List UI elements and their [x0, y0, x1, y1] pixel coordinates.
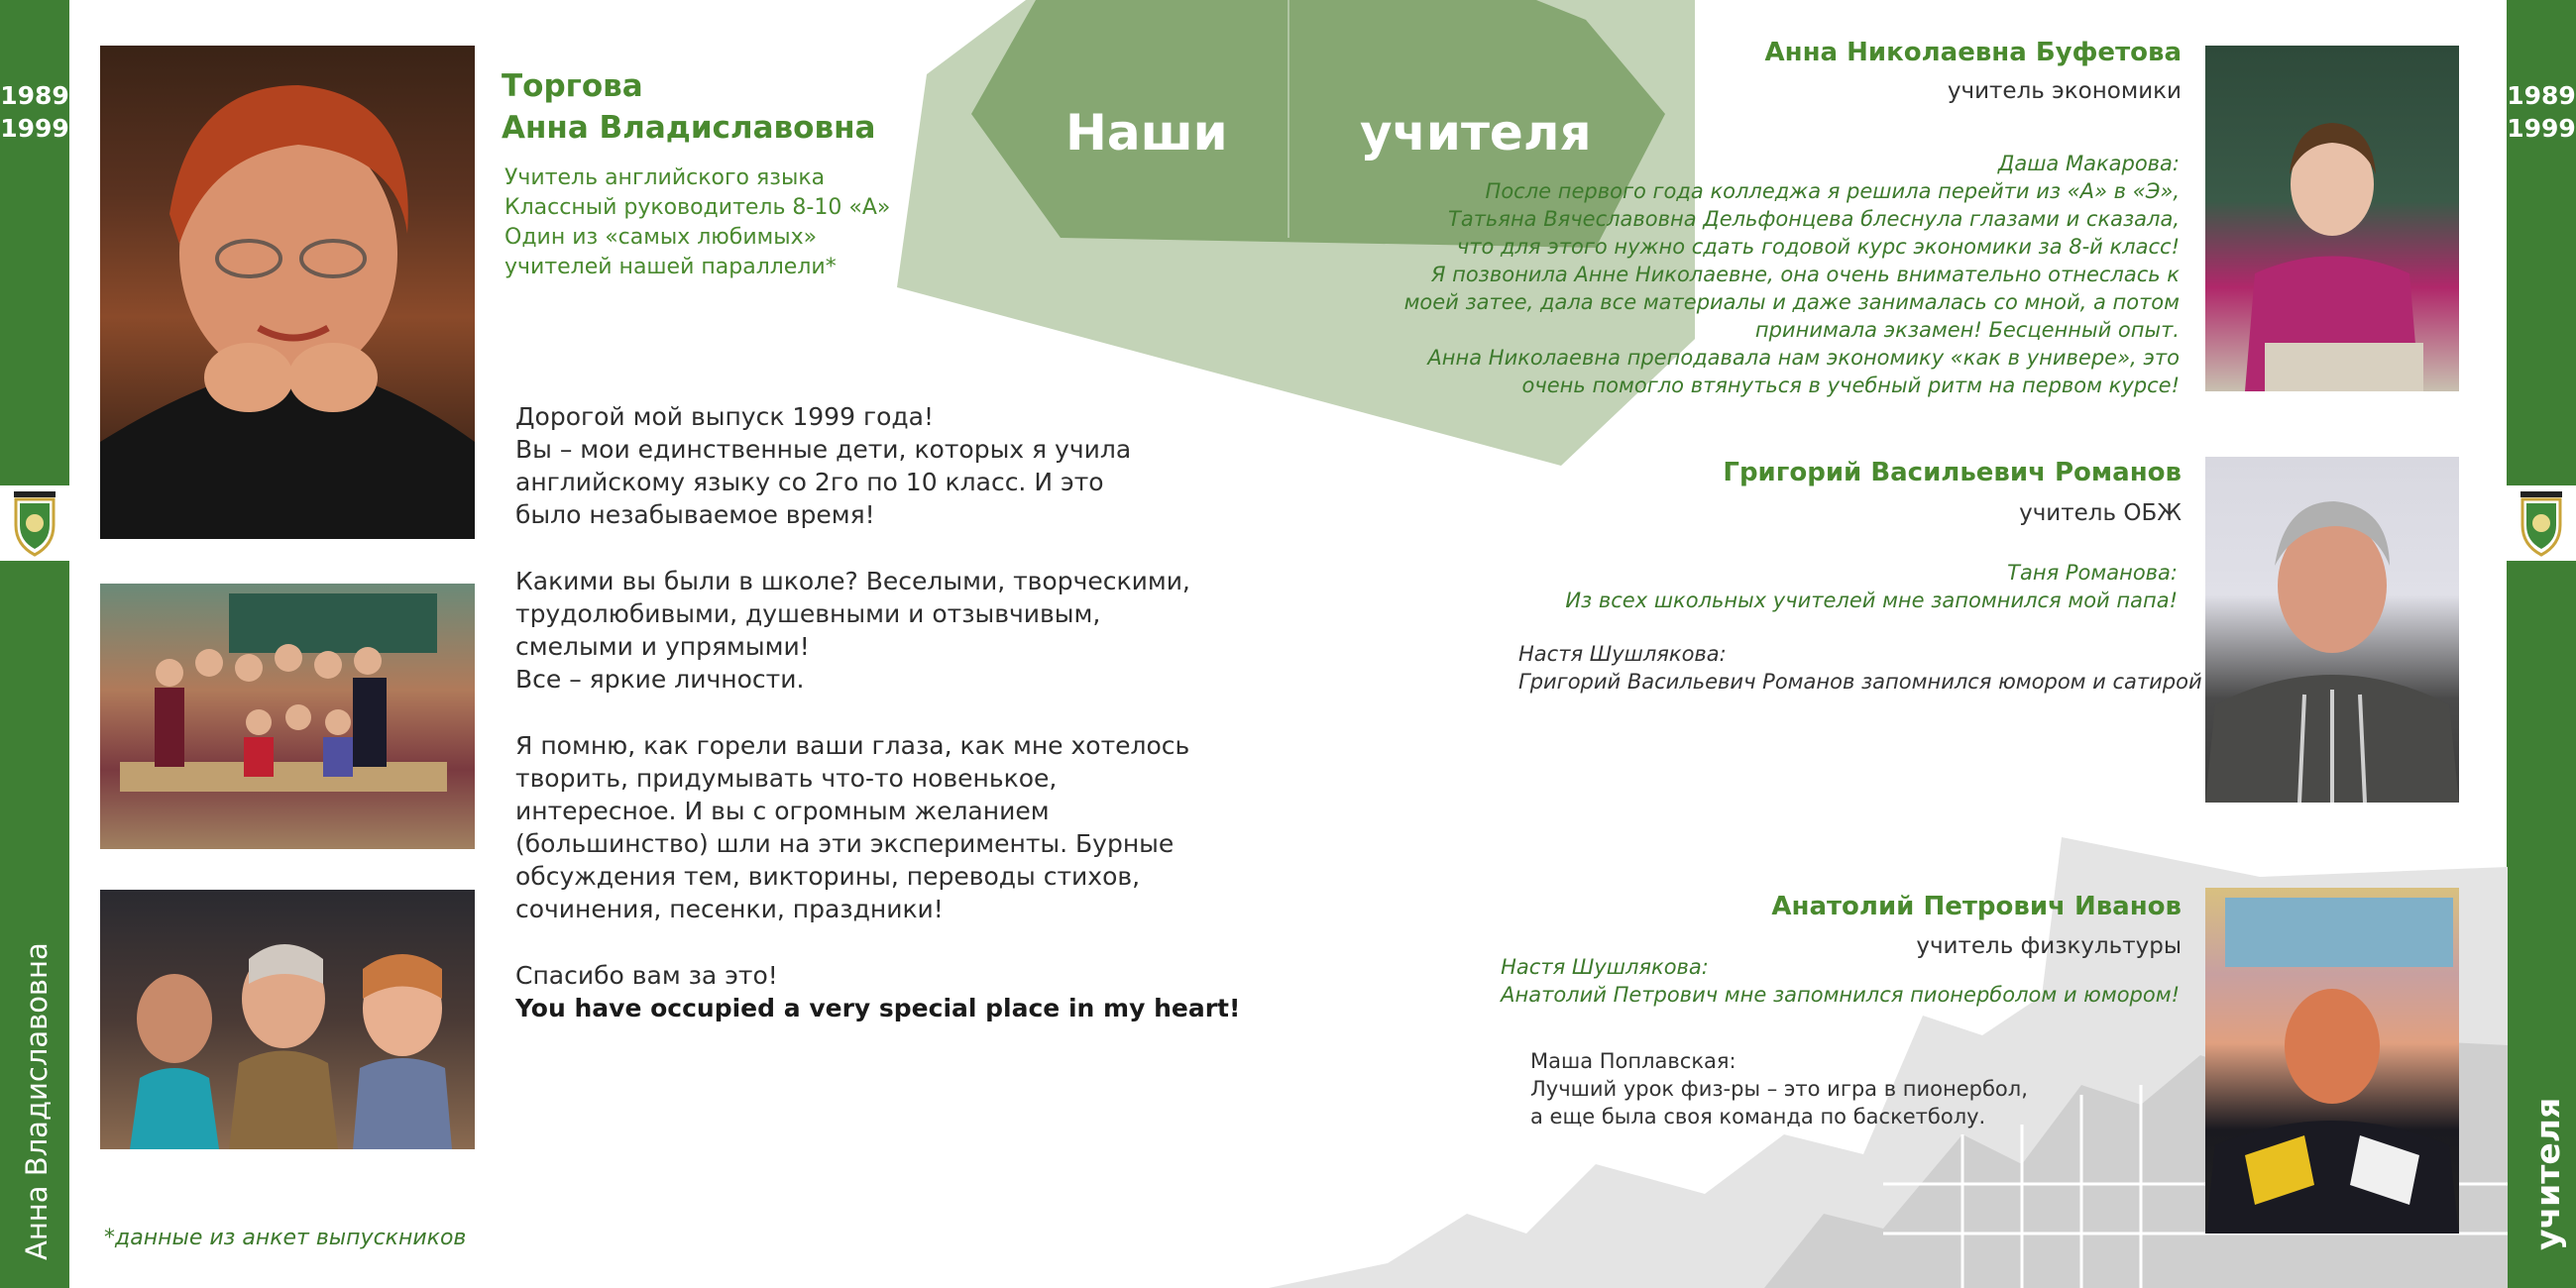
right-sidebar — [2507, 0, 2576, 1288]
teacher-2-subject: учитель ОБЖ — [2019, 500, 2182, 526]
class-group-photo — [100, 584, 475, 849]
school-emblem-icon — [2507, 485, 2576, 561]
quote-line: принимала экзамен! Бесценный опыт. — [1754, 318, 2180, 342]
quote-line: Из всех школьных учителей мне запомнился мой папа! — [1565, 589, 2178, 612]
teacher-2-quote-1 — [1565, 559, 2178, 614]
quote-author: Настя Шушлякова: — [1501, 955, 1709, 979]
quote-author: Даша Макарова: — [1997, 152, 2180, 175]
letter-line: творить, придумывать что-то новенькое, — [515, 764, 1058, 793]
quote-author: Настя Шушлякова: — [1518, 642, 1727, 666]
letter-line: сочинения, песенки, праздники! — [515, 895, 944, 923]
letter-paragraph-1 — [515, 400, 1189, 531]
year-range — [0, 79, 69, 145]
letter-line: интересное. И вы с огромным желанием — [515, 797, 1050, 825]
teacher-main-name — [502, 65, 875, 149]
role-line: учителей нашей параллели* — [504, 255, 837, 279]
right-vertical-label: учителя — [2528, 1097, 2567, 1250]
quote-line: Лучший урок физ-ры – это игра в пионербол, — [1530, 1077, 2028, 1101]
quote-line: очень помогло втянуться в учебный ритм на первом курсе! — [1521, 374, 2180, 397]
letter-line: Я помню, как горели ваши глаза, как мне хотелось — [515, 731, 1190, 760]
letter-paragraph-2 — [515, 565, 1189, 696]
teacher-1-photo — [2205, 46, 2459, 391]
teacher-letter — [515, 400, 1241, 1058]
heading-word-1: Наши — [1065, 104, 1228, 161]
letter-line: было незабываемое время! — [515, 500, 875, 529]
year-end: 1999 — [2507, 114, 2576, 143]
quote-author: Таня Романова: — [2007, 561, 2178, 585]
letter-paragraph-4 — [515, 959, 1241, 1024]
letter-line: Вы – мои единственные дети, которых я учила — [515, 435, 1132, 464]
school-emblem-icon — [0, 485, 69, 561]
letter-line: Все – яркие личности. — [515, 665, 805, 694]
year-start: 1989 — [2507, 81, 2576, 110]
letter-line: Какими вы были в школе? Веселыми, творческими, — [515, 567, 1190, 595]
year-start: 1989 — [0, 81, 69, 110]
reunion-photo — [100, 890, 475, 1149]
letter-line: обсуждения тем, викторины, переводы стихов, — [515, 862, 1141, 891]
quote-line: Я позвонила Анне Николаевне, она очень внимательно отнеслась к — [1430, 263, 2180, 286]
letter-closing-english: You have occupied a very special place in my heart! — [515, 994, 1241, 1022]
role-line: Учитель английского языка — [504, 165, 826, 190]
letter-line: трудолюбивыми, душевными и отзывчивым, — [515, 599, 1101, 628]
letter-line: Спасибо вам за это! — [515, 961, 778, 990]
heading-word-2: учителя — [1360, 104, 1592, 161]
teacher-2-name: Григорий Васильевич Романов — [1723, 458, 2182, 487]
letter-line: (большинство) шли на эти эксперименты. Бурные — [515, 829, 1175, 858]
teacher-surname: Торгова — [502, 68, 643, 104]
teacher-2-quote-2 — [1518, 640, 2202, 696]
teacher-3-quote-2 — [1530, 1047, 2028, 1130]
quote-line: Григорий Васильевич Романов запомнился юмором и сатирой — [1518, 670, 2202, 694]
quote-line: что для этого нужно сдать годовой курс экономики за 8-й класс! — [1456, 235, 2180, 259]
teacher-main-roles — [504, 163, 890, 282]
teacher-3-quote-1 — [1501, 953, 2180, 1009]
quote-line: моей затее, дала все материалы и даже занималась со мной, а потом — [1403, 290, 2180, 314]
teacher-given-names: Анна Владиславовна — [502, 110, 876, 146]
quote-line: а еще была своя команда по баскетболу. — [1530, 1105, 1986, 1128]
year-end: 1999 — [0, 114, 69, 143]
left-sidebar — [0, 0, 69, 1288]
left-vertical-label: Анна Владиславовна — [20, 942, 54, 1260]
quote-author: Маша Поплавская: — [1530, 1049, 1736, 1073]
teacher-3-subject: учитель физкультуры — [1916, 933, 2182, 959]
teacher-3-photo — [2205, 888, 2459, 1234]
quote-line: Анатолий Петрович мне запомнился пионерболом и юмором! — [1501, 983, 2180, 1007]
letter-line: смелыми и упрямыми! — [515, 632, 810, 661]
teacher-1-subject: учитель экономики — [1947, 78, 2182, 104]
role-line: Один из «самых любимых» — [504, 225, 818, 250]
teacher-2-photo — [2205, 457, 2459, 803]
letter-line: английскому языку со 2го по 10 класс. И это — [515, 468, 1104, 496]
quote-line: После первого года колледжа я решила перейти из «А» в «Э», — [1485, 179, 2180, 203]
teacher-1-name: Анна Николаевна Буфетова — [1764, 38, 2182, 67]
teacher-3-name: Анатолий Петрович Иванов — [1771, 892, 2182, 921]
role-line: Классный руководитель 8-10 «А» — [504, 195, 891, 220]
quote-line: Анна Николаевна преподавала нам экономику «как в универе», это — [1427, 346, 2180, 370]
letter-paragraph-3 — [515, 729, 1189, 925]
year-range — [2507, 79, 2576, 145]
footnote: *данные из анкет выпускников — [104, 1226, 467, 1250]
teacher-1-quote — [1404, 150, 2180, 399]
quote-line: Татьяна Вячеславовна Дельфонцева блеснула глазами и сказала, — [1448, 207, 2180, 231]
letter-line: Дорогой мой выпуск 1999 года! — [515, 402, 934, 431]
teacher-portrait-photo — [100, 46, 475, 539]
